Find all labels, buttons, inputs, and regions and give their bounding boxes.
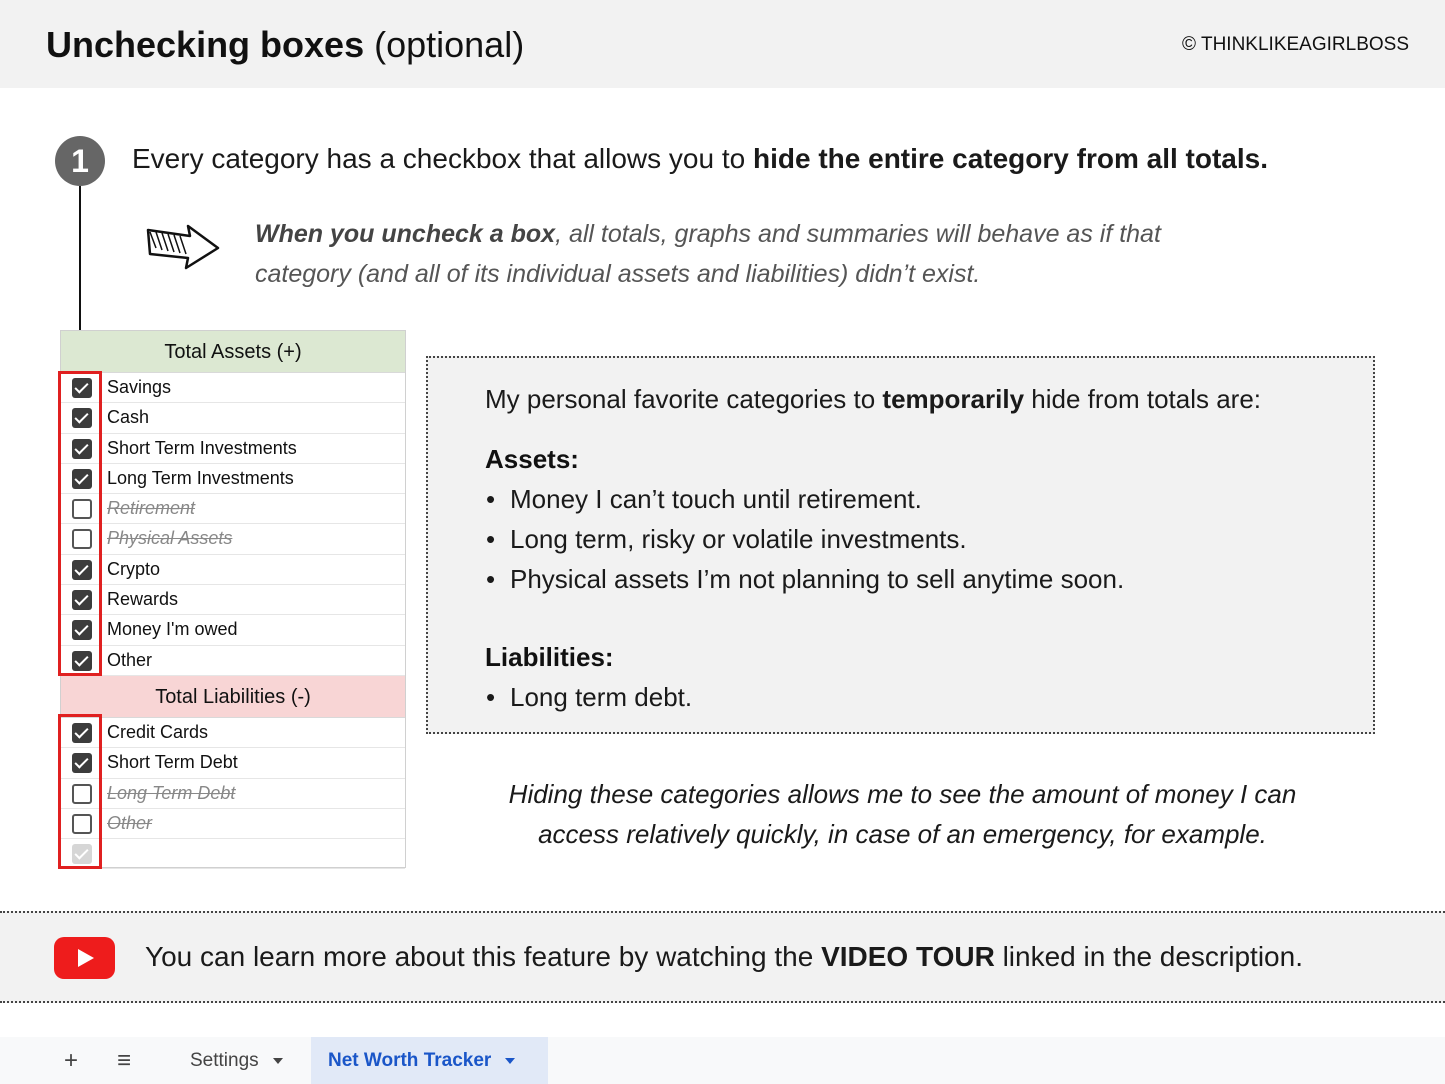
uncheck-note-rest: , all totals, graphs and summaries will behave as if that category (and all of its individual assets and liabilities) didn’t exist. xyxy=(255,220,1161,288)
video-tour-text xyxy=(145,941,1303,973)
total-assets-header: Total Assets (+) xyxy=(61,331,405,373)
category-row xyxy=(61,779,405,809)
favorites-asset-item: • Long term, risky or volatile investments. xyxy=(510,524,967,555)
total-liabilities-header: Total Liabilities (-) xyxy=(61,676,405,718)
hand-drawn-arrow-icon xyxy=(142,218,222,272)
copyright: © THINKLIKEAGIRLBOSS xyxy=(1182,34,1409,55)
video-text-bold: VIDEO TOUR xyxy=(821,941,995,972)
favorites-intro xyxy=(485,384,1261,415)
tab-net-worth-tracker-label: Net Worth Tracker xyxy=(328,1050,492,1071)
hiding-note-line1: Hiding these categories allows me to see the amount of money I can xyxy=(508,779,1297,809)
favorites-assets-heading: Assets: xyxy=(485,444,579,474)
favorites-liabilities-heading: Liabilities: xyxy=(485,642,614,672)
video-text-after: linked in the description. xyxy=(994,941,1303,972)
liabilities-list xyxy=(61,718,405,869)
category-row xyxy=(61,615,405,645)
favorites-asset-item: • Money I can’t touch until retirement. xyxy=(510,484,922,515)
page-title-light: (optional) xyxy=(374,24,525,65)
category-row xyxy=(61,494,405,524)
category-label: Rewards xyxy=(107,589,179,610)
category-label: Retirement xyxy=(107,498,196,519)
tab-net-worth-tracker[interactable] xyxy=(311,1037,548,1084)
category-row xyxy=(61,839,405,869)
chevron-down-icon[interactable] xyxy=(273,1058,283,1064)
category-row xyxy=(61,524,405,554)
category-row xyxy=(61,646,405,676)
video-text-before: You can learn more about this feature by watching the xyxy=(145,941,822,972)
category-row xyxy=(61,809,405,839)
favorites-intro-after: hide from totals are: xyxy=(1024,384,1262,414)
category-label: Physical Assets xyxy=(107,528,233,549)
category-row xyxy=(61,585,405,615)
favorites-asset-item: • Physical assets I’m not planning to sell anytime soon. xyxy=(510,564,1124,595)
all-sheets-menu-icon[interactable]: ≡ xyxy=(117,1047,132,1074)
category-label: Cash xyxy=(107,407,150,428)
assets-list xyxy=(61,373,405,676)
category-sheet xyxy=(60,330,406,868)
category-label: Credit Cards xyxy=(107,721,209,742)
category-row xyxy=(61,464,405,494)
step-text xyxy=(132,143,1268,175)
category-label: Short Term Debt xyxy=(107,752,238,773)
category-row xyxy=(61,718,405,748)
category-row xyxy=(61,434,405,464)
favorites-box xyxy=(426,356,1375,734)
youtube-play-icon[interactable] xyxy=(54,937,115,979)
favorites-liability-item: • Long term debt. xyxy=(510,682,692,713)
category-label: Money I'm owed xyxy=(107,619,238,640)
category-row xyxy=(61,748,405,778)
category-row xyxy=(61,555,405,585)
category-label: Other xyxy=(107,812,153,833)
uncheck-note-bold: When you uncheck a box xyxy=(255,220,556,248)
category-label: Short Term Investments xyxy=(107,437,297,458)
category-label: Other xyxy=(107,649,153,670)
video-tour-banner xyxy=(0,911,1445,1003)
step-text-plain: Every category has a checkbox that allows you to xyxy=(132,143,753,174)
tab-settings-label: Settings xyxy=(190,1050,259,1071)
hiding-note xyxy=(430,774,1375,854)
category-label: Savings xyxy=(107,377,172,397)
hiding-note-line2: access relatively quickly, in case of an emergency, for example. xyxy=(538,819,1267,849)
tab-settings[interactable] xyxy=(190,1037,283,1084)
favorites-intro-before: My personal favorite categories to xyxy=(485,384,883,414)
step-text-bold: hide the entire category from all totals. xyxy=(753,143,1269,174)
category-label: Long Term Investments xyxy=(107,467,294,488)
category-row xyxy=(61,403,405,433)
add-sheet-icon[interactable]: + xyxy=(64,1047,79,1074)
uncheck-note xyxy=(255,214,1255,294)
step-number-badge: 1 xyxy=(55,136,105,186)
category-label: Crypto xyxy=(107,558,161,579)
liabilities-checkbox-highlight xyxy=(58,714,102,869)
assets-checkbox-highlight xyxy=(58,371,102,676)
category-label: Long Term Debt xyxy=(107,782,236,803)
favorites-intro-bold: temporarily xyxy=(882,384,1025,414)
category-row xyxy=(61,373,405,403)
header xyxy=(0,0,1445,88)
sheet-tab-bar xyxy=(0,1037,1445,1084)
chevron-down-icon[interactable] xyxy=(505,1058,515,1064)
page-title-bold: Unchecking boxes xyxy=(46,24,365,65)
page-title xyxy=(46,24,524,66)
